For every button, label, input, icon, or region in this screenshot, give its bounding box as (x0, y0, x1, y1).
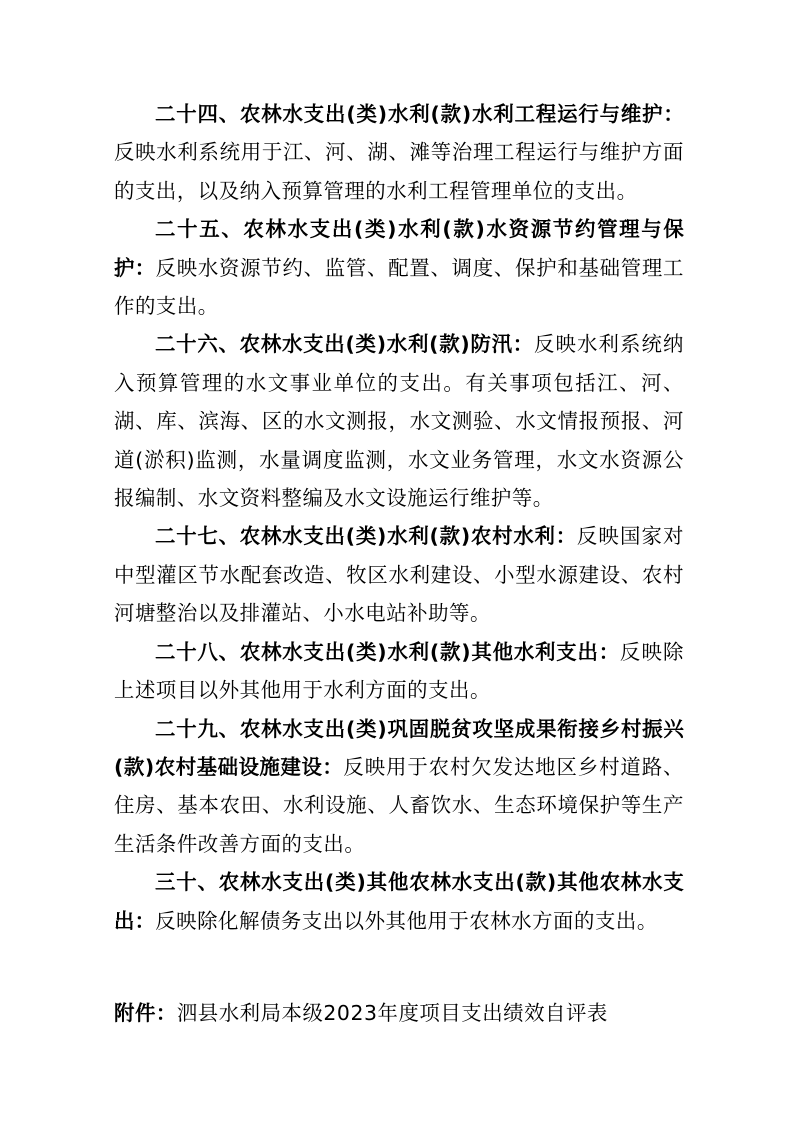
paragraph-text: 反映水利系统用于江、河、湖、滩等治理工程运行与维护方面的支出，以及纳入预算管理的水利工程管理单位的支出。 (114, 140, 684, 203)
attachment-label: 附件： (114, 1001, 177, 1025)
paragraph-heading: 二十六、农林水支出(类)水利(款)防汛： (155, 332, 534, 357)
paragraph-heading: 二十四、农林水支出(类)水利(款)水利工程运行与维护： (155, 102, 684, 126)
attachment-title: 泗县水利局本级2023年度项目支出绩效自评表 (176, 1001, 608, 1025)
paragraph-text: 反映除上述项目以外其他用于水利方面的支出。 (114, 639, 684, 703)
paragraph-text: 反映国家对中型灌区节水配套改造、牧区水利建设、小型水源建设、农村河塘整治以及排灌站、小水电站补助等。 (114, 524, 684, 626)
paragraph-text: 反映除化解债务支出以外其他用于农林水方面的支出。 (155, 908, 658, 933)
paragraph-text: 反映用于农村欠发达地区乡村道路、住房、基本农田、水利设施、人畜饮水、生态环境保护等生产生活条件改善方面的支出。 (114, 754, 684, 856)
paragraph-24 (114, 95, 684, 210)
paragraph-28 (114, 633, 684, 710)
paragraph-30 (114, 863, 684, 940)
paragraph-25 (114, 210, 684, 325)
paragraph-heading: 二十五、农林水支出(类)水利(款)水资源节约管理与保护： (114, 217, 684, 280)
paragraph-heading: 二十八、农林水支出(类)水利(款)其他水利支出： (155, 639, 620, 664)
paragraph-text: 反映水资源节约、监管、配置、调度、保护和基础管理工作的支出。 (114, 255, 684, 319)
paragraph-heading: 二十九、农林水支出(类)巩固脱贫攻坚成果衔接乡村振兴(款)农村基础设施建设： (114, 716, 684, 779)
attachment-line (114, 994, 684, 1032)
paragraph-text: 反映水利系统纳入预算管理的水文事业单位的支出。有关事项包括江、河、湖、库、滨海、区的水文测报，水文测验、水文情报预报、河道(淤积)监测，水量调度监测，水文业务管理，水文水资源公报编制、水文资料整编及水文设施运行维护等。 (114, 332, 684, 511)
paragraph-26 (114, 325, 684, 517)
paragraph-27 (114, 517, 684, 632)
paragraph-29 (114, 710, 684, 864)
document-body (114, 95, 684, 940)
paragraph-heading: 三十、农林水支出(类)其他农林水支出(款)其他农林水支出： (114, 870, 684, 933)
paragraph-heading: 二十七、农林水支出(类)水利(款)农村水利： (155, 524, 577, 549)
